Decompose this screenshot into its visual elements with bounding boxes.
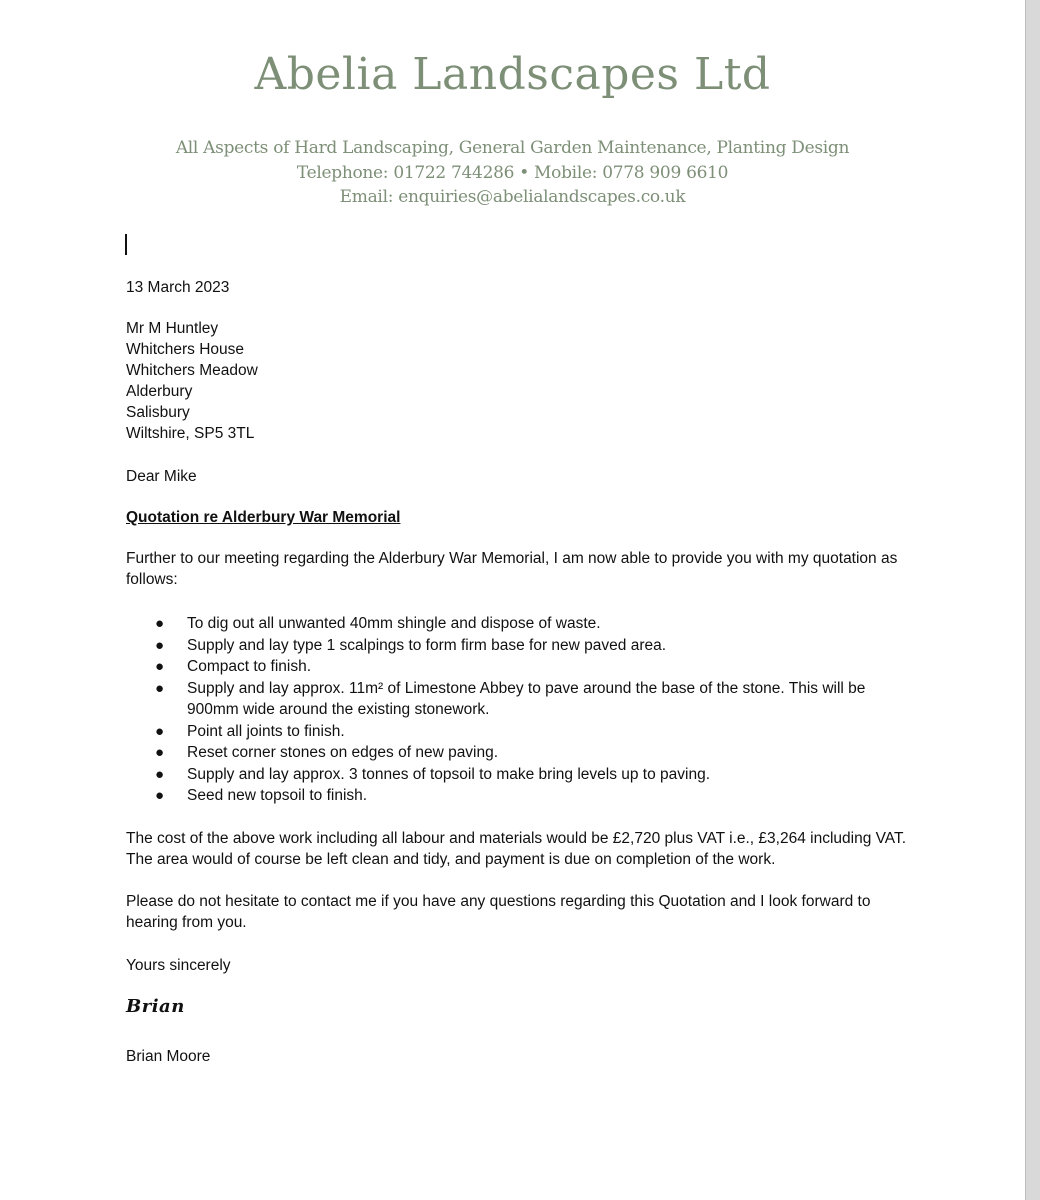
list-item-text: Supply and lay type 1 scalpings to form firm base for new paved area. [187, 636, 667, 654]
letter-date: 13 March 2023 [126, 279, 230, 296]
intro-paragraph: Further to our meeting regarding the Alderbury War Memorial, I am now able to provide you with my quotation as follows: [126, 550, 898, 588]
text-cursor [125, 234, 127, 255]
address-line: Whitchers House [126, 341, 245, 358]
list-item-text: Reset corner stones on edges of new paving. [187, 744, 499, 761]
bullet-icon: ● [155, 615, 165, 632]
bullet-icon: ● [155, 744, 165, 761]
bullet-icon: ● [155, 679, 165, 697]
email-line: Email: enquiries@abelialandscapes.co.uk [339, 187, 686, 207]
list-item-text: Point all joints to finish. [187, 722, 345, 740]
list-item-text: Supply and lay approx. 3 tonnes of topsoil to make bring levels up to paving. [187, 765, 711, 783]
contact-paragraph: Please do not hesitate to contact me if you have any questions regarding this Quotation and I look forward to hearing from you. [126, 893, 871, 931]
list-item [126, 678, 916, 721]
quotation-items-list [126, 613, 916, 807]
company-tagline: All Aspects of Hard Landscaping, General Garden Maintenance, Planting Design [175, 138, 850, 158]
list-item [126, 721, 916, 743]
address-line: Mr M Huntley [126, 320, 219, 337]
bullet-icon: ● [155, 636, 165, 654]
list-item [126, 656, 916, 678]
salutation: Dear Mike [126, 468, 197, 485]
bullet-icon: ● [155, 765, 165, 783]
address-line: Wiltshire, SP5 3TL [126, 425, 255, 442]
bullet-icon: ● [155, 787, 165, 804]
list-item [126, 764, 916, 786]
list-item [126, 613, 916, 635]
list-item-text: Compact to finish. [187, 658, 312, 675]
recipient-address [126, 318, 258, 444]
list-item-text: Supply and lay approx. 11m² of Limestone Abbey to pave around the base of the stone. This will be 900mm wide around the existing stonework. [187, 679, 866, 718]
bullet-icon: ● [155, 658, 165, 675]
window-gutter [1025, 0, 1040, 1200]
address-line: Whitchers Meadow [126, 362, 258, 379]
closing: Yours sincerely [126, 957, 231, 974]
handwritten-signature: Brian [126, 996, 185, 1017]
list-item [126, 785, 916, 807]
company-name: Abelia Landscapes Ltd [254, 49, 771, 100]
list-item [126, 635, 916, 657]
telephone-line: Telephone: 01722 744286 • Mobile: 0778 909 6610 [296, 163, 729, 183]
sender-name: Brian Moore [126, 1048, 211, 1065]
cost-paragraph: The cost of the above work including all labour and materials would be £2,720 plus VAT i.e., £3,264 including VAT. The area would of course be left clean and tidy, and payment is due on completion of the work. [126, 830, 907, 868]
list-item-text: Seed new topsoil to finish. [187, 787, 368, 804]
bullet-icon: ● [155, 722, 165, 740]
list-item-text: To dig out all unwanted 40mm shingle and dispose of waste. [187, 615, 601, 632]
list-item [126, 742, 916, 764]
address-line: Salisbury [126, 404, 190, 421]
address-line: Alderbury [126, 383, 193, 400]
subject-heading: Quotation re Alderbury War Memorial [126, 509, 401, 526]
